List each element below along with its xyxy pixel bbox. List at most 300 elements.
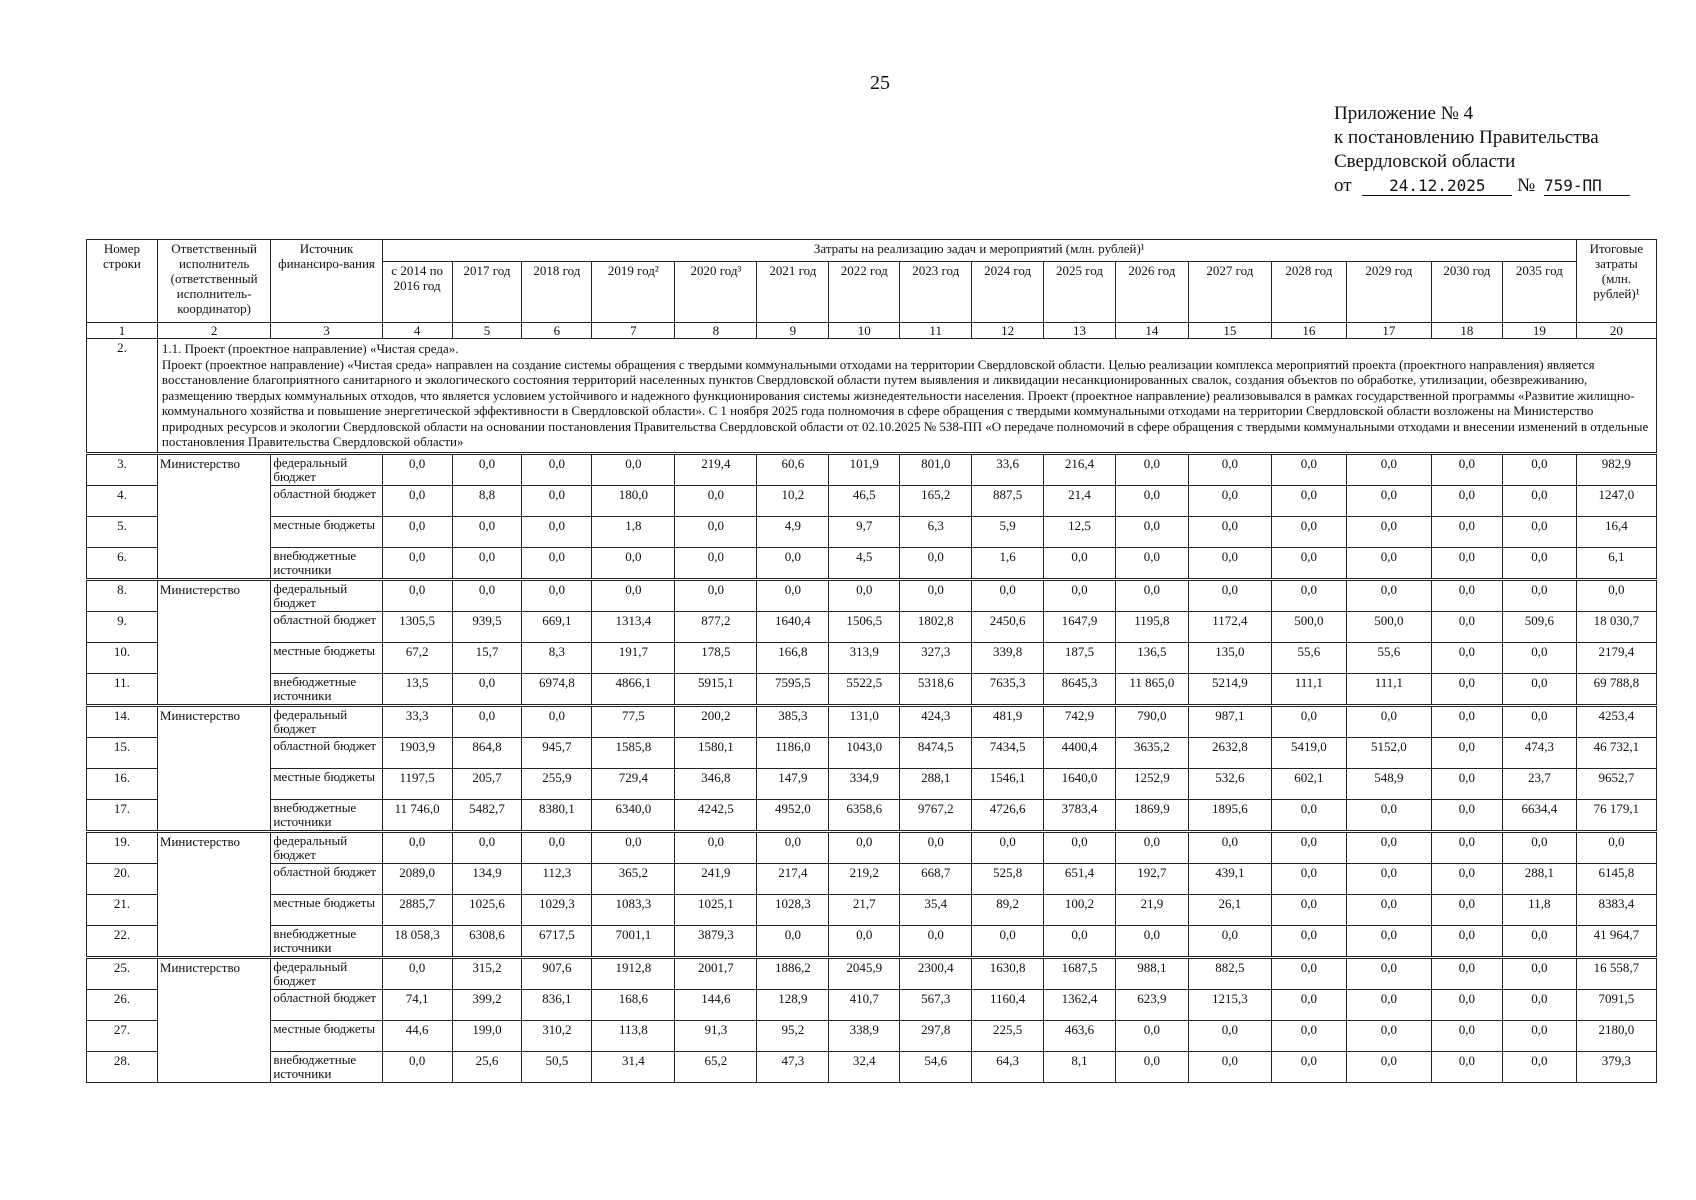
row-number: 8. — [87, 579, 158, 611]
cost-cell: 0,0 — [829, 579, 900, 611]
cost-cell: 0,0 — [1271, 1051, 1346, 1082]
cost-cell: 0,0 — [382, 485, 452, 516]
cost-cell: 1886,2 — [757, 957, 829, 989]
cost-cell: 21,9 — [1115, 894, 1188, 925]
appendix-resolution: к постановлению Правительства — [1334, 127, 1599, 148]
funding-source: внебюджетные источники — [271, 799, 382, 831]
cost-cell: 410,7 — [829, 989, 900, 1020]
cost-cell: 0,0 — [675, 485, 757, 516]
appendix-title: Приложение № 4 — [1334, 103, 1474, 124]
column-number: 13 — [1044, 323, 1116, 339]
total-cell: 76 179,1 — [1576, 799, 1656, 831]
cost-cell: 790,0 — [1115, 705, 1188, 737]
cost-cell: 0,0 — [1271, 1020, 1346, 1051]
cost-cell: 0,0 — [1346, 1051, 1431, 1082]
cost-cell: 1195,8 — [1115, 611, 1188, 642]
cost-cell: 3879,3 — [675, 925, 757, 957]
column-number: 1 — [87, 323, 158, 339]
cost-cell: 8474,5 — [900, 737, 972, 768]
cost-cell: 0,0 — [1346, 989, 1431, 1020]
cost-cell: 0,0 — [1431, 547, 1502, 579]
table-row — [87, 705, 1657, 737]
header-year: 2024 год — [972, 262, 1044, 323]
cost-cell: 1025,6 — [452, 894, 522, 925]
total-cell: 8383,4 — [1576, 894, 1656, 925]
cost-cell: 481,9 — [972, 705, 1044, 737]
table-row — [87, 453, 1657, 485]
cost-cell: 219,4 — [675, 453, 757, 485]
cost-cell: 0,0 — [1502, 579, 1576, 611]
cost-cell: 602,1 — [1271, 768, 1346, 799]
cost-cell: 2001,7 — [675, 957, 757, 989]
cost-cell: 0,0 — [1502, 1051, 1576, 1082]
cost-cell: 113,8 — [592, 1020, 675, 1051]
cost-cell: 0,0 — [522, 485, 592, 516]
cost-cell: 1869,9 — [1115, 799, 1188, 831]
cost-cell: 0,0 — [1188, 831, 1271, 863]
cost-cell: 44,6 — [382, 1020, 452, 1051]
cost-cell: 0,0 — [1044, 831, 1116, 863]
cost-cell: 0,0 — [675, 547, 757, 579]
cost-cell: 54,6 — [900, 1051, 972, 1082]
cost-cell: 147,9 — [757, 768, 829, 799]
cost-cell: 111,1 — [1271, 673, 1346, 705]
cost-cell: 1197,5 — [382, 768, 452, 799]
cost-cell: 0,0 — [1431, 705, 1502, 737]
cost-cell: 0,0 — [972, 831, 1044, 863]
total-cell: 379,3 — [1576, 1051, 1656, 1082]
cost-cell: 0,0 — [592, 579, 675, 611]
cost-cell: 191,7 — [592, 642, 675, 673]
row-number: 4. — [87, 485, 158, 516]
cost-cell: 1585,8 — [592, 737, 675, 768]
table-row — [87, 863, 1657, 894]
cost-cell: 77,5 — [592, 705, 675, 737]
cost-cell: 313,9 — [829, 642, 900, 673]
cost-cell: 548,9 — [1346, 768, 1431, 799]
cost-cell: 0,0 — [1502, 453, 1576, 485]
column-number: 16 — [1271, 323, 1346, 339]
cost-cell: 0,0 — [382, 516, 452, 547]
cost-cell: 1043,0 — [829, 737, 900, 768]
cost-cell: 2300,4 — [900, 957, 972, 989]
total-cell: 16 558,7 — [1576, 957, 1656, 989]
cost-cell: 339,8 — [972, 642, 1044, 673]
cost-cell: 13,5 — [382, 673, 452, 705]
row-number: 14. — [87, 705, 158, 737]
cost-cell: 35,4 — [900, 894, 972, 925]
cost-cell: 0,0 — [1271, 799, 1346, 831]
header-year: 2028 год — [1271, 262, 1346, 323]
cost-cell: 0,0 — [1188, 1051, 1271, 1082]
cost-cell: 1687,5 — [1044, 957, 1116, 989]
cost-cell: 0,0 — [1271, 894, 1346, 925]
cost-cell: 0,0 — [1188, 516, 1271, 547]
cost-cell: 288,1 — [900, 768, 972, 799]
cost-cell: 0,0 — [1502, 485, 1576, 516]
cost-cell: 0,0 — [1502, 673, 1576, 705]
cost-cell: 500,0 — [1271, 611, 1346, 642]
cost-cell: 2045,9 — [829, 957, 900, 989]
cost-cell: 8,1 — [1044, 1051, 1116, 1082]
total-cell: 46 732,1 — [1576, 737, 1656, 768]
header-year: 2023 год — [900, 262, 972, 323]
cost-cell: 33,6 — [972, 453, 1044, 485]
executor-cell: Министерство — [157, 957, 270, 1082]
cost-cell: 0,0 — [452, 516, 522, 547]
cost-cell: 0,0 — [757, 831, 829, 863]
total-cell: 7091,5 — [1576, 989, 1656, 1020]
cost-cell: 216,4 — [1044, 453, 1116, 485]
cost-cell: 1903,9 — [382, 737, 452, 768]
cost-cell: 0,0 — [1346, 579, 1431, 611]
cost-cell: 4952,0 — [757, 799, 829, 831]
cost-cell: 836,1 — [522, 989, 592, 1020]
cost-cell: 4400,4 — [1044, 737, 1116, 768]
cost-cell: 0,0 — [452, 579, 522, 611]
cost-cell: 8,8 — [452, 485, 522, 516]
total-cell: 2180,0 — [1576, 1020, 1656, 1051]
cost-cell: 0,0 — [452, 705, 522, 737]
cost-cell: 907,6 — [522, 957, 592, 989]
cost-cell: 623,9 — [1115, 989, 1188, 1020]
column-number: 5 — [452, 323, 522, 339]
executor-cell: Министерство — [157, 453, 270, 579]
header-year: с 2014 по 2016 год — [382, 262, 452, 323]
document-number: 759-ПП — [1544, 177, 1630, 196]
cost-cell: 7635,3 — [972, 673, 1044, 705]
header-costs-group: Затраты на реализацию задач и мероприятий (млн. рублей)¹ — [382, 240, 1576, 262]
total-cell: 4253,4 — [1576, 705, 1656, 737]
cost-cell: 7434,5 — [972, 737, 1044, 768]
cost-cell: 0,0 — [1431, 894, 1502, 925]
cost-cell: 0,0 — [1346, 485, 1431, 516]
table-row — [87, 642, 1657, 673]
funding-source: федеральный бюджет — [271, 957, 382, 989]
cost-cell: 6717,5 — [522, 925, 592, 957]
cost-cell: 0,0 — [1115, 485, 1188, 516]
cost-cell: 0,0 — [1188, 485, 1271, 516]
cost-cell: 0,0 — [1271, 863, 1346, 894]
cost-cell: 21,4 — [1044, 485, 1116, 516]
row-number: 19. — [87, 831, 158, 863]
cost-cell: 0,0 — [1271, 547, 1346, 579]
cost-cell: 509,6 — [1502, 611, 1576, 642]
table-row — [87, 1020, 1657, 1051]
cost-cell: 0,0 — [382, 1051, 452, 1082]
funding-source: внебюджетные источники — [271, 1051, 382, 1082]
cost-cell: 0,0 — [1431, 1020, 1502, 1051]
cost-cell: 0,0 — [1271, 579, 1346, 611]
cost-cell: 0,0 — [1044, 579, 1116, 611]
row-number: 3. — [87, 453, 158, 485]
cost-cell: 1313,4 — [592, 611, 675, 642]
table-row — [87, 768, 1657, 799]
cost-cell: 0,0 — [1502, 831, 1576, 863]
cost-cell: 0,0 — [1271, 957, 1346, 989]
cost-cell: 0,0 — [592, 831, 675, 863]
cost-cell: 0,0 — [1115, 579, 1188, 611]
project-text: Проект (проектное направление) «Чистая среда» направлен на создание системы обращения с твердыми коммунальными отходами на территории Свердловской области. Целью реализации комплекса мероприятий проекта (проектного направления) является восстановление благоприятного санитарного и экологического состояния территорий населенных пунктов Свердловской области путем выявления и ликвидации несанкционированных свалок, создания объектов по обработке, утилизации, обезвреживанию, размещению твердых коммунальных отходов, что является условием устойчивого и надежного функционирования системы жизнедеятельности населения. Проект (проектное направление) реализовывался в рамках государственной программы «Развитие жилищно-коммунального хозяйства и повышение энергетической эффективности в Свердловской области». С 1 ноября 2025 года полномочия в сфере обращения с твердыми коммунальными отходами на территории Свердловской области возложены на Министерство природных ресурсов и экологии Свердловской области на основании постановления Правительства Свердловской области от 02.10.2025 № 538-ПП «О передаче полномочий в сфере обращения с твердыми коммунальными отходами и внесении изменений в отдельные постановления Правительства Свердловской области» — [161, 356, 1649, 449]
cost-cell: 988,1 — [1115, 957, 1188, 989]
cost-cell: 1647,9 — [1044, 611, 1116, 642]
cost-cell: 439,1 — [1188, 863, 1271, 894]
header-row-number: Номер строки — [87, 240, 158, 323]
header-year: 2017 год — [452, 262, 522, 323]
cost-cell: 0,0 — [382, 547, 452, 579]
cost-cell: 200,2 — [675, 705, 757, 737]
cost-cell: 11 746,0 — [382, 799, 452, 831]
cost-cell: 0,0 — [1346, 516, 1431, 547]
cost-cell: 0,0 — [1115, 453, 1188, 485]
column-number: 18 — [1431, 323, 1502, 339]
cost-cell: 0,0 — [1431, 768, 1502, 799]
column-number: 17 — [1346, 323, 1431, 339]
cost-cell: 0,0 — [1502, 989, 1576, 1020]
cost-cell: 877,2 — [675, 611, 757, 642]
total-cell: 69 788,8 — [1576, 673, 1656, 705]
cost-cell: 0,0 — [452, 831, 522, 863]
column-number: 14 — [1115, 323, 1188, 339]
cost-cell: 0,0 — [1044, 547, 1116, 579]
cost-cell: 6974,8 — [522, 673, 592, 705]
cost-cell: 0,0 — [1431, 516, 1502, 547]
cost-cell: 0,0 — [675, 831, 757, 863]
cost-cell: 0,0 — [1431, 799, 1502, 831]
funding-source: внебюджетные источники — [271, 547, 382, 579]
cost-cell: 5419,0 — [1271, 737, 1346, 768]
cost-cell: 65,2 — [675, 1051, 757, 1082]
total-cell: 0,0 — [1576, 831, 1656, 863]
cost-cell: 5522,5 — [829, 673, 900, 705]
total-cell: 982,9 — [1576, 453, 1656, 485]
column-number: 4 — [382, 323, 452, 339]
cost-cell: 0,0 — [1271, 925, 1346, 957]
cost-cell: 0,0 — [382, 831, 452, 863]
total-cell: 1247,0 — [1576, 485, 1656, 516]
row-number: 6. — [87, 547, 158, 579]
cost-cell: 217,4 — [757, 863, 829, 894]
row-number: 27. — [87, 1020, 158, 1051]
cost-cell: 0,0 — [1431, 1051, 1502, 1082]
executor-cell: Министерство — [157, 705, 270, 831]
cost-cell: 135,0 — [1188, 642, 1271, 673]
cost-cell: 0,0 — [1502, 705, 1576, 737]
cost-cell: 12,5 — [1044, 516, 1116, 547]
funding-source: внебюджетные источники — [271, 673, 382, 705]
cost-cell: 7595,5 — [757, 673, 829, 705]
cost-cell: 1,6 — [972, 547, 1044, 579]
cost-cell: 178,5 — [675, 642, 757, 673]
cost-cell: 144,6 — [675, 989, 757, 1020]
table-row — [87, 925, 1657, 957]
cost-cell: 0,0 — [757, 579, 829, 611]
cost-cell: 101,9 — [829, 453, 900, 485]
total-cell: 16,4 — [1576, 516, 1656, 547]
cost-cell: 6308,6 — [452, 925, 522, 957]
cost-cell: 166,8 — [757, 642, 829, 673]
funding-source: внебюджетные источники — [271, 925, 382, 957]
cost-cell: 939,5 — [452, 611, 522, 642]
cost-cell: 11,8 — [1502, 894, 1576, 925]
header-executor: Ответственный исполнитель (ответственный исполнитель-координатор) — [157, 240, 270, 323]
cost-cell: 205,7 — [452, 768, 522, 799]
table-row — [87, 831, 1657, 863]
cost-cell: 532,6 — [1188, 768, 1271, 799]
cost-cell: 6340,0 — [592, 799, 675, 831]
table-row — [87, 1051, 1657, 1082]
cost-cell: 192,7 — [1115, 863, 1188, 894]
cost-cell: 32,4 — [829, 1051, 900, 1082]
cost-cell: 0,0 — [1502, 547, 1576, 579]
cost-cell: 3635,2 — [1115, 737, 1188, 768]
cost-cell: 0,0 — [1346, 925, 1431, 957]
funding-source: областной бюджет — [271, 485, 382, 516]
cost-cell: 187,5 — [1044, 642, 1116, 673]
cost-cell: 525,8 — [972, 863, 1044, 894]
cost-cell: 0,0 — [1431, 579, 1502, 611]
cost-cell: 6358,6 — [829, 799, 900, 831]
cost-cell: 67,2 — [382, 642, 452, 673]
cost-cell: 2089,0 — [382, 863, 452, 894]
header-source: Источник финансиро-вания — [271, 240, 382, 323]
cost-cell: 0,0 — [1502, 925, 1576, 957]
header-total: Итоговые затраты (млн. рублей)¹ — [1576, 240, 1656, 323]
header-year: 2029 год — [1346, 262, 1431, 323]
funding-source: местные бюджеты — [271, 1020, 382, 1051]
cost-cell: 0,0 — [1271, 831, 1346, 863]
cost-cell: 0,0 — [1188, 579, 1271, 611]
cost-cell: 742,9 — [1044, 705, 1116, 737]
cost-cell: 55,6 — [1346, 642, 1431, 673]
cost-cell: 4726,6 — [972, 799, 1044, 831]
cost-cell: 0,0 — [1115, 1020, 1188, 1051]
cost-cell: 25,6 — [452, 1051, 522, 1082]
cost-cell: 11 865,0 — [1115, 673, 1188, 705]
cost-cell: 0,0 — [1346, 1020, 1431, 1051]
cost-cell: 0,0 — [1271, 453, 1346, 485]
cost-cell: 334,9 — [829, 768, 900, 799]
header-year: 2027 год — [1188, 262, 1271, 323]
cost-cell: 55,6 — [1271, 642, 1346, 673]
cost-cell: 0,0 — [382, 579, 452, 611]
cost-cell: 91,3 — [675, 1020, 757, 1051]
column-number: 8 — [675, 323, 757, 339]
cost-cell: 1640,4 — [757, 611, 829, 642]
cost-cell: 60,6 — [757, 453, 829, 485]
column-number: 19 — [1502, 323, 1576, 339]
cost-cell: 1506,5 — [829, 611, 900, 642]
funding-source: областной бюджет — [271, 989, 382, 1020]
table-row — [87, 673, 1657, 705]
cost-cell: 1252,9 — [1115, 768, 1188, 799]
cost-cell: 5214,9 — [1188, 673, 1271, 705]
cost-cell: 945,7 — [522, 737, 592, 768]
column-number: 6 — [522, 323, 592, 339]
cost-cell: 0,0 — [1271, 989, 1346, 1020]
column-number: 15 — [1188, 323, 1271, 339]
row-number: 2. — [87, 339, 158, 454]
cost-cell: 1895,6 — [1188, 799, 1271, 831]
cost-cell: 8645,3 — [1044, 673, 1116, 705]
cost-cell: 6,3 — [900, 516, 972, 547]
cost-cell: 0,0 — [1431, 611, 1502, 642]
funding-source: федеральный бюджет — [271, 705, 382, 737]
cost-cell: 0,0 — [522, 705, 592, 737]
cost-cell: 399,2 — [452, 989, 522, 1020]
header-year: 2021 год — [757, 262, 829, 323]
cost-cell: 327,3 — [900, 642, 972, 673]
appendix-date-line — [1334, 174, 1630, 198]
table-row — [87, 611, 1657, 642]
cost-cell: 0,0 — [1431, 989, 1502, 1020]
column-number: 3 — [271, 323, 382, 339]
cost-cell: 0,0 — [900, 547, 972, 579]
cost-cell: 0,0 — [1431, 737, 1502, 768]
appendix-header — [1334, 102, 1630, 198]
cost-cell: 0,0 — [1044, 925, 1116, 957]
cost-cell: 0,0 — [1115, 1051, 1188, 1082]
column-number: 2 — [157, 323, 270, 339]
cost-cell: 0,0 — [972, 579, 1044, 611]
cost-cell: 463,6 — [1044, 1020, 1116, 1051]
cost-cell: 0,0 — [1346, 799, 1431, 831]
cost-cell: 23,7 — [1502, 768, 1576, 799]
cost-cell: 0,0 — [1431, 863, 1502, 894]
cost-cell: 0,0 — [1346, 957, 1431, 989]
cost-cell: 100,2 — [1044, 894, 1116, 925]
row-number: 16. — [87, 768, 158, 799]
cost-cell: 1546,1 — [972, 768, 1044, 799]
cost-cell: 0,0 — [1271, 705, 1346, 737]
cost-cell: 887,5 — [972, 485, 1044, 516]
cost-cell: 0,0 — [1188, 1020, 1271, 1051]
cost-cell: 987,1 — [1188, 705, 1271, 737]
funding-source: местные бюджеты — [271, 894, 382, 925]
cost-cell: 0,0 — [1115, 547, 1188, 579]
cost-cell: 0,0 — [1431, 673, 1502, 705]
row-number: 22. — [87, 925, 158, 957]
cost-cell: 0,0 — [1115, 831, 1188, 863]
cost-cell: 365,2 — [592, 863, 675, 894]
cost-cell: 0,0 — [1502, 957, 1576, 989]
header-year: 2019 год² — [592, 262, 675, 323]
cost-cell: 47,3 — [757, 1051, 829, 1082]
cost-cell: 0,0 — [1188, 547, 1271, 579]
cost-cell: 0,0 — [1346, 547, 1431, 579]
cost-cell: 18 058,3 — [382, 925, 452, 957]
cost-cell: 500,0 — [1346, 611, 1431, 642]
cost-cell: 0,0 — [1346, 453, 1431, 485]
cost-cell: 89,2 — [972, 894, 1044, 925]
cost-cell: 0,0 — [1271, 516, 1346, 547]
funding-source: областной бюджет — [271, 611, 382, 642]
cost-cell: 4,5 — [829, 547, 900, 579]
cost-cell: 668,7 — [900, 863, 972, 894]
cost-cell: 5482,7 — [452, 799, 522, 831]
cost-cell: 225,5 — [972, 1020, 1044, 1051]
cost-cell: 346,8 — [675, 768, 757, 799]
header-year: 2020 год³ — [675, 262, 757, 323]
cost-cell: 2450,6 — [972, 611, 1044, 642]
cost-cell: 15,7 — [452, 642, 522, 673]
cost-cell: 4,9 — [757, 516, 829, 547]
cost-cell: 0,0 — [1431, 453, 1502, 485]
cost-cell: 0,0 — [592, 547, 675, 579]
cost-cell: 8380,1 — [522, 799, 592, 831]
table-row — [87, 579, 1657, 611]
project-title: 1.1. Проект (проектное направление) «Чистая среда». — [161, 341, 459, 356]
